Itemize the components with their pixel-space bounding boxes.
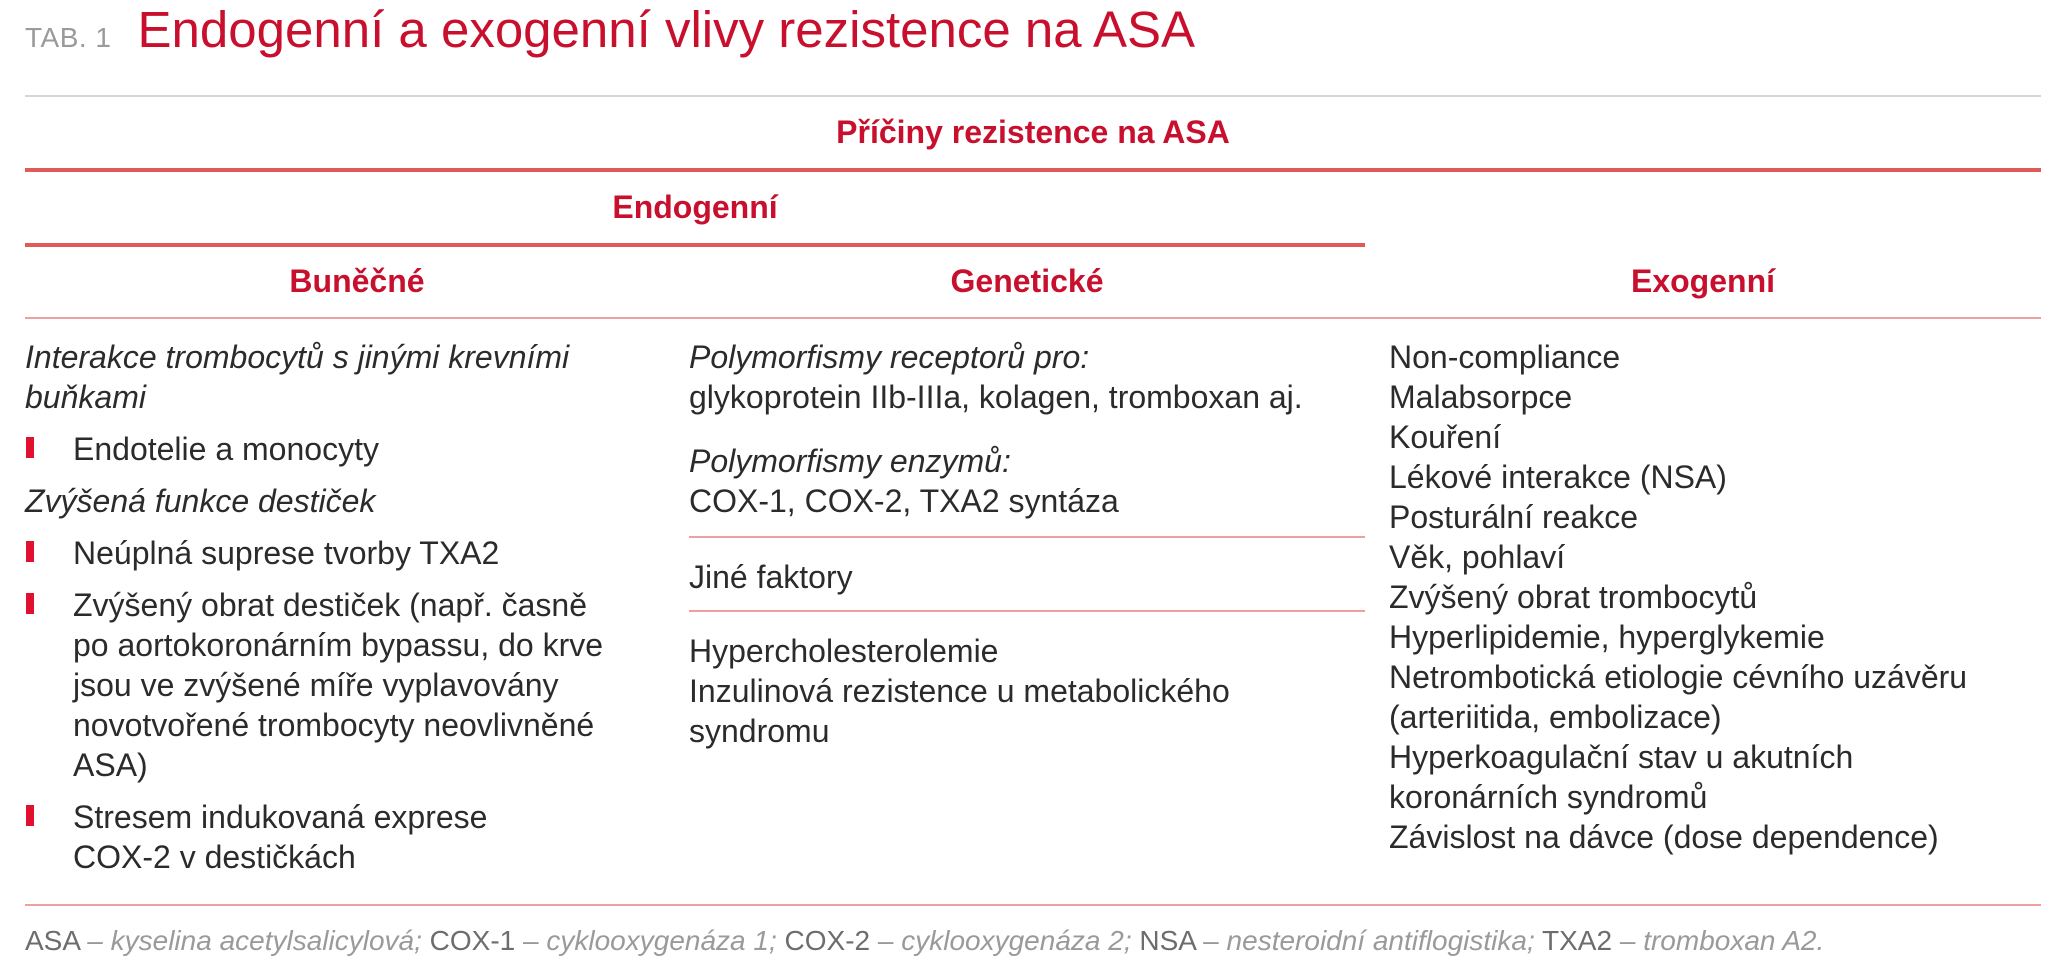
header-cellular: Buněčné: [289, 263, 425, 299]
bullet-marker: [26, 593, 34, 614]
footnote-def: nesteroidní antiflogistika;: [1226, 925, 1535, 956]
footnote-abbr: COX-2: [784, 925, 871, 956]
footnote-abbr: COX-1: [429, 925, 516, 956]
main-header-divider: [25, 168, 2041, 172]
cellular-heading-2: Zvýšená funkce destiček: [25, 483, 376, 519]
list-item: Non-compliance: [1389, 339, 1621, 375]
list-item: [25, 797, 665, 877]
footnote-def: cyklooxygenáza 2;: [901, 925, 1132, 956]
list-item: [25, 533, 665, 573]
bullet-marker: [26, 437, 34, 458]
list-item: Malabsorpce: [1389, 379, 1573, 415]
list-item: Závislost na dávce (dose dependence): [1389, 819, 1939, 855]
footnote-def: cyklooxygenáza 1;: [546, 925, 777, 956]
list-item: Hyperkoagulační stav u akutních: [1389, 739, 1854, 775]
bullet-marker: [26, 805, 34, 826]
list-item-text: ASA): [73, 747, 148, 783]
list-item: koronárních syndromů: [1389, 779, 1708, 815]
genetic-text-2: COX-1, COX-2, TXA2 syntáza: [689, 483, 1119, 519]
genetic-heading-2: Polymorfismy enzymů:: [689, 443, 1011, 479]
list-item: Hypercholesterolemie: [689, 633, 999, 669]
genetic-divider-2: [689, 610, 1365, 612]
genetic-text-1: glykoprotein IIb-IIIa, kolagen, tromboxan aj.: [689, 379, 1303, 415]
list-item: Netrombotická etiologie cévního uzávěru: [1389, 659, 1968, 695]
footnote-def: kyselina acetylsalicylová;: [110, 925, 422, 956]
endogenous-header-divider: [25, 243, 1365, 247]
genetic-divider-1: [689, 536, 1365, 538]
list-item-text: Endotelie a monocyty: [73, 431, 379, 467]
list-item: Zvýšený obrat trombocytů: [1389, 579, 1758, 615]
header-endogenous: Endogenní: [612, 189, 778, 225]
genetic-other-factors: Jiné faktory: [689, 559, 853, 595]
genetic-heading-1: Polymorfismy receptorů pro:: [689, 339, 1090, 375]
header-exogenous: Exogenní: [1630, 263, 1775, 299]
header-main: Příčiny rezistence na ASA: [836, 114, 1230, 150]
cellular-heading-1: Interakce trombocytů s jinými krevními: [25, 339, 570, 375]
genetic-column-top: [689, 337, 1365, 521]
bullet-marker: [26, 541, 34, 562]
list-item: (arteriitida, embolizace): [1389, 699, 1722, 735]
list-item: Věk, pohlaví: [1389, 539, 1566, 575]
list-item: [25, 585, 665, 785]
bottom-divider: [25, 904, 2041, 906]
header-genetic: Genetické: [950, 263, 1104, 299]
footnote-abbr: ASA: [25, 925, 80, 956]
list-item: Kouření: [1389, 419, 1502, 455]
list-item: Inzulinová rezistence u metabolického: [689, 673, 1230, 709]
list-item-text: Stresem indukovaná exprese: [73, 799, 488, 835]
table-number: TAB. 1: [25, 22, 112, 53]
top-divider: [25, 95, 2041, 97]
table-title-row: [25, 0, 1195, 60]
footnote-def: tromboxan A2.: [1643, 925, 1825, 956]
exogenous-column: [1389, 337, 2041, 857]
genetic-column-bottom: [689, 631, 1365, 751]
list-item-text: Zvýšený obrat destiček (např. časně: [73, 587, 588, 623]
cellular-heading-1-cont: buňkami: [25, 379, 146, 415]
footnote-abbr: NSA: [1139, 925, 1196, 956]
list-item: Hyperlipidemie, hyperglykemie: [1389, 619, 1825, 655]
list-item: Lékové interakce (NSA): [1389, 459, 1727, 495]
list-item-text: jsou ve zvýšené míře vyplavovány: [73, 667, 559, 703]
footnote-abbr: TXA2: [1542, 925, 1613, 956]
list-item-text: novotvořené trombocyty neovlivněné: [73, 707, 595, 743]
footnote: ASA – kyselina acetylsalicylová; COX-1 – cyklooxygenáza 1; COX-2 – cyklooxygenáza 2; NSA – nesteroidní antiflogistika; TXA2 – tromboxan A2.: [25, 925, 1825, 956]
list-item-text: COX-2 v destičkách: [73, 839, 356, 875]
list-item-text: Neúplná suprese tvorby TXA2: [73, 535, 500, 571]
column-header-divider: [25, 317, 2041, 319]
list-item-text: po aortokoronárním bypassu, do krve: [73, 627, 604, 663]
table-title: Endogenní a exogenní vlivy rezistence na ASA: [137, 1, 1196, 58]
list-item: [25, 429, 665, 469]
cellular-column: [25, 337, 665, 877]
list-item: Posturální reakce: [1389, 499, 1639, 535]
list-item: syndromu: [689, 713, 830, 749]
